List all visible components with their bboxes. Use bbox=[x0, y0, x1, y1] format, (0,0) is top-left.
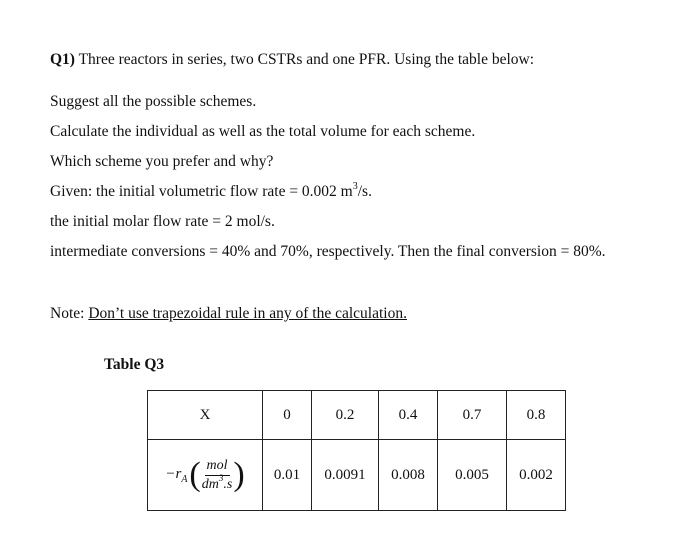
given-molar-flow: the initial molar flow rate = 2 mol/s. bbox=[50, 213, 275, 230]
units-numerator: mol bbox=[205, 457, 230, 476]
table-cell: 0.002 bbox=[507, 440, 566, 511]
instruction-suggest: Suggest all the possible schemes. bbox=[50, 93, 257, 110]
left-paren: ( bbox=[189, 456, 201, 493]
given-superscript: 3 bbox=[352, 180, 358, 192]
note bbox=[50, 304, 407, 324]
question-title bbox=[50, 50, 534, 70]
data-table bbox=[147, 390, 566, 511]
table-cell: 0.7 bbox=[438, 391, 507, 440]
table-cell: 0.01 bbox=[263, 440, 312, 511]
row-label-x: X bbox=[148, 391, 263, 440]
table-row-rate bbox=[148, 440, 566, 511]
table-caption: Table Q3 bbox=[104, 356, 165, 373]
table-cell: 0.0091 bbox=[312, 440, 379, 511]
given-prefix: Given: the initial volumetric flow rate = 0.002 m bbox=[50, 183, 353, 200]
given-conversions: intermediate conversions = 40% and 70%, respectively. Then the final conversion = 80%. bbox=[50, 243, 606, 260]
rate-symbol: $-r_A$ bbox=[165, 465, 188, 485]
right-paren: ) bbox=[233, 456, 245, 493]
table-cell: 0.005 bbox=[438, 440, 507, 511]
table-row-conversion bbox=[148, 391, 566, 440]
rate-expression bbox=[165, 457, 244, 494]
table-cell: 0.8 bbox=[507, 391, 566, 440]
table-cell: 0.2 bbox=[312, 391, 379, 440]
instruction-prefer: Which scheme you prefer and why? bbox=[50, 153, 274, 170]
table-cell: 0.008 bbox=[379, 440, 438, 511]
table-cell: 0.4 bbox=[379, 391, 438, 440]
note-prefix: Note: bbox=[50, 305, 89, 322]
units-denominator: $dm^3.s$ bbox=[201, 472, 233, 492]
table-cell: 0 bbox=[263, 391, 312, 440]
note-text: Don’t use trapezoidal rule in any of the calculation. bbox=[88, 305, 407, 322]
question-label: Q1) bbox=[50, 51, 75, 68]
row-label-rate bbox=[148, 440, 263, 511]
question-title-text: Three reactors in series, two CSTRs and one PFR. Using the table below: bbox=[74, 51, 535, 68]
rate-units-fraction bbox=[202, 457, 233, 494]
given-suffix: /s. bbox=[357, 183, 372, 200]
given-volumetric-flow bbox=[50, 182, 372, 202]
instruction-calculate: Calculate the individual as well as the total volume for each scheme. bbox=[50, 123, 476, 140]
